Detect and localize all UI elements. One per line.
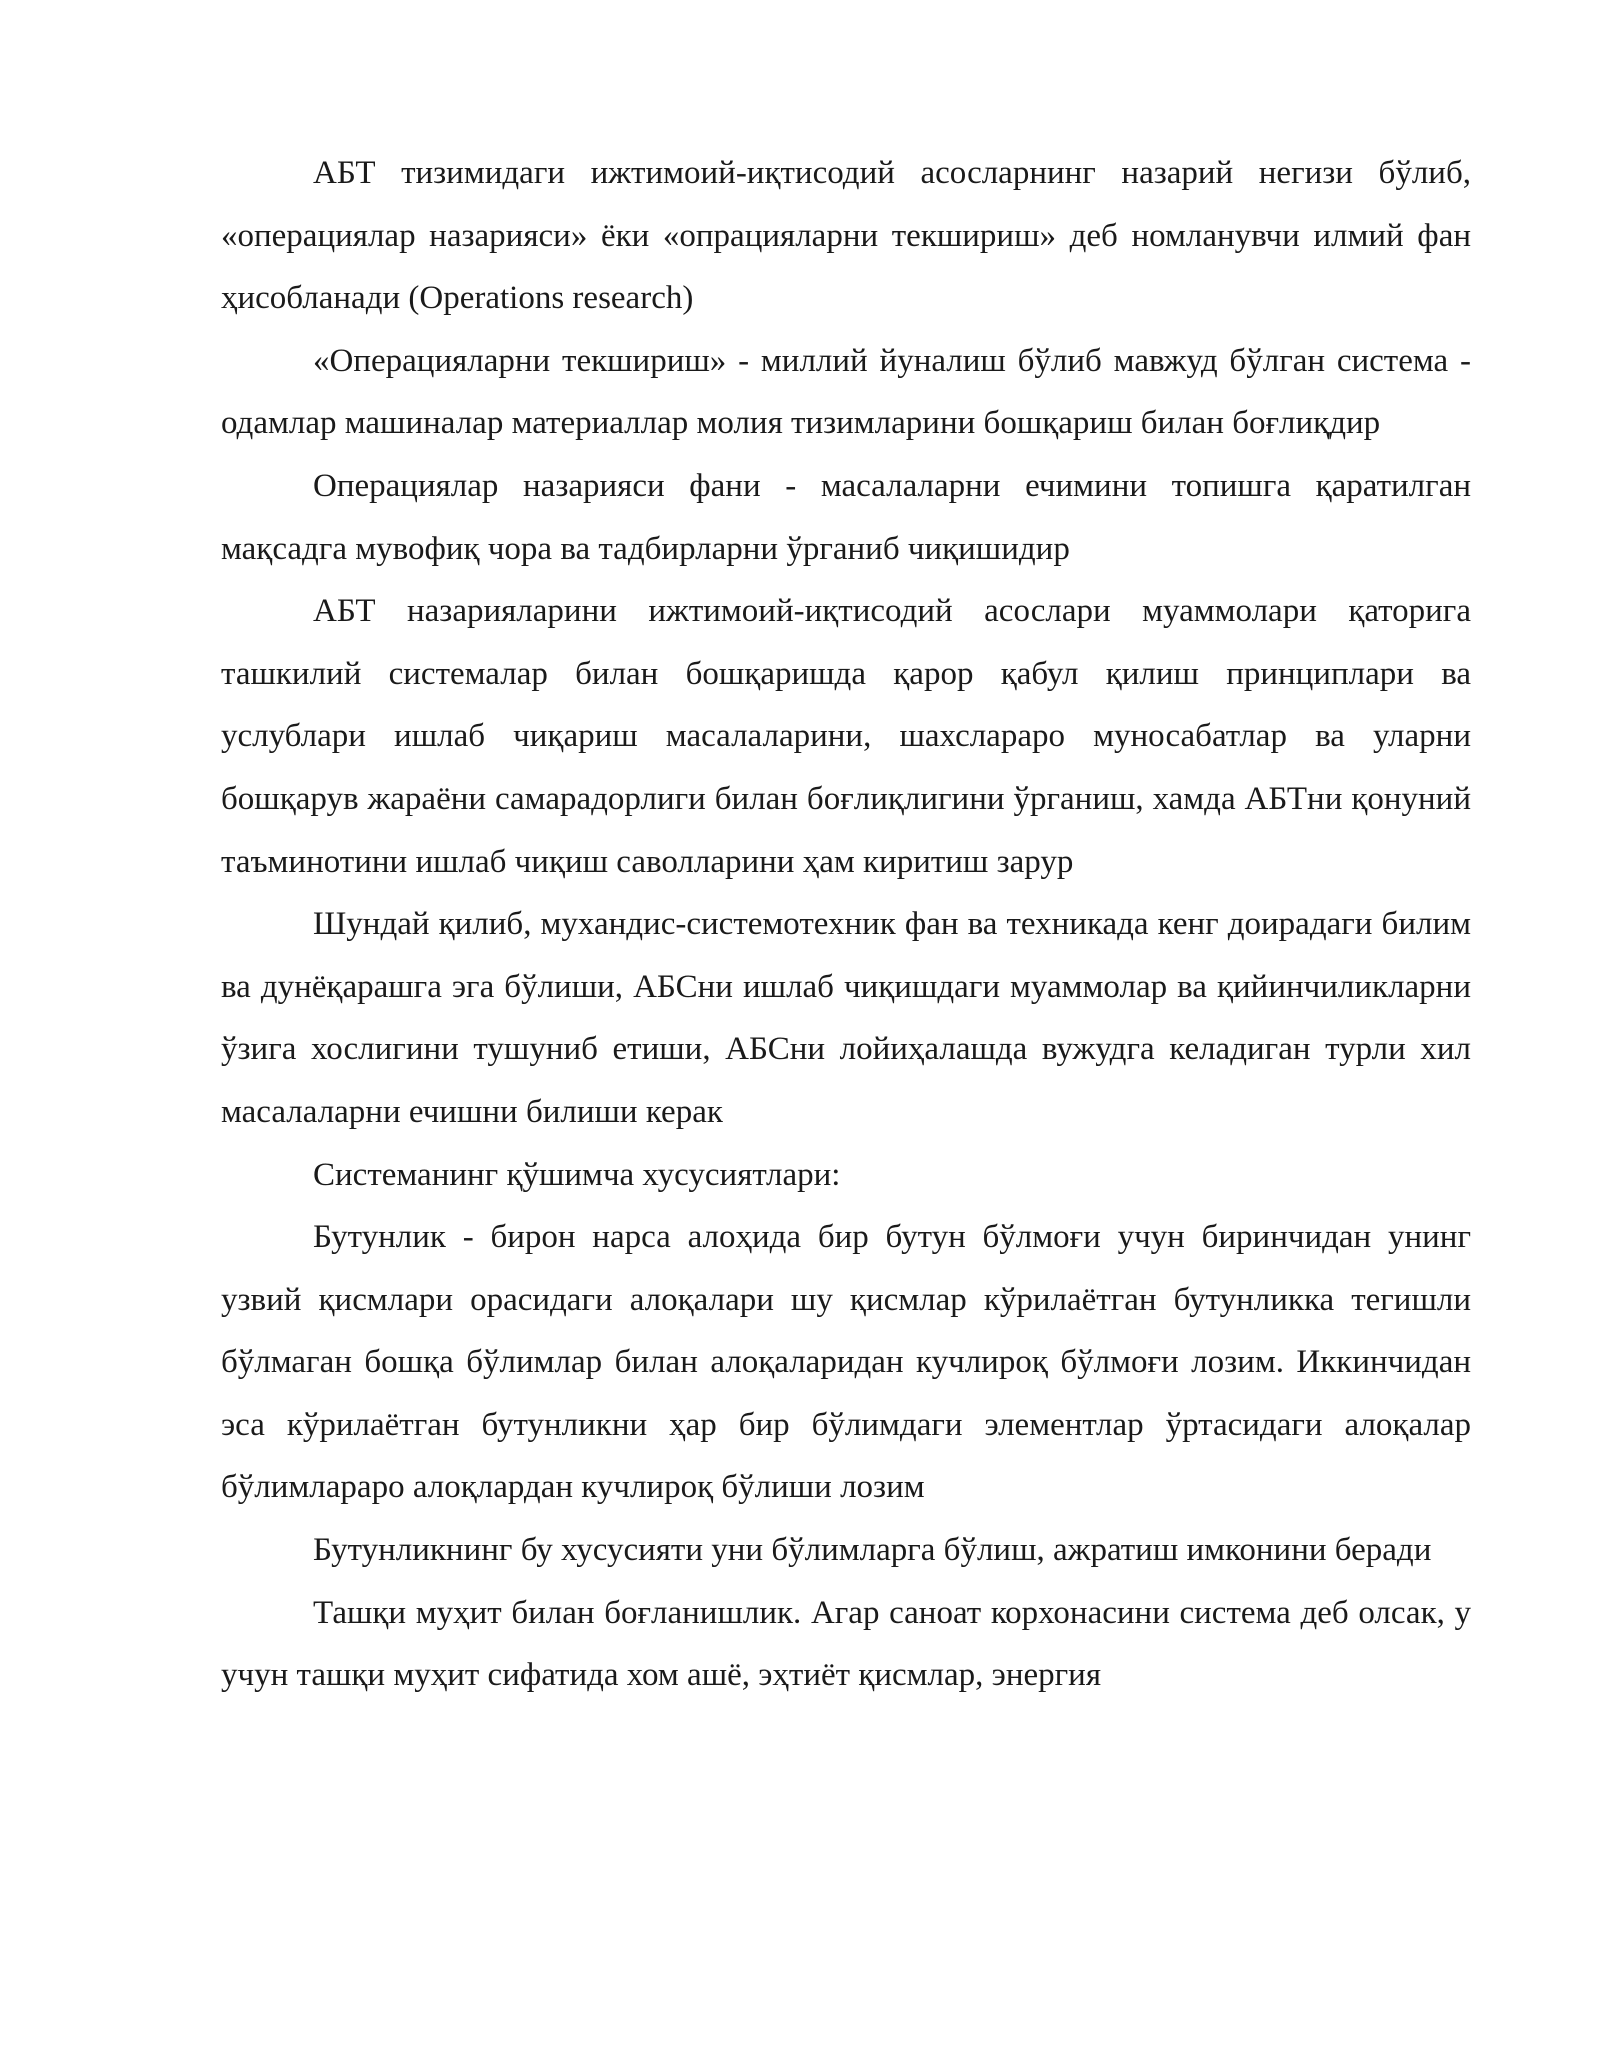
document-body (221, 142, 1471, 1707)
paragraph-8: Бутунликнинг бу хусусияти уни бўлимларга бўлиш, ажратиш имконини беради (313, 1532, 1432, 1569)
paragraph-5: Шундай қилиб, мухандис-системотехник фан ва техникада кенг доирадаги билим ва дунёқарашга эга бўлиши, АБСни ишлаб чиқишдаги муаммолар ва қийинчиликларни ўзига хослигини тушуниб етиши, АБСни лойиҳалашда вужудга келадиган турли хил масалаларни ечишни билиши керак (221, 906, 1471, 1130)
paragraph-3: Операциялар назарияси фани - масалаларни ечимини топишга қаратилган мақсадга мувофиқ чора ва тадбирларни ўрганиб чиқишидир (221, 467, 1471, 567)
paragraph-1: АБТ тизимидаги ижтимоий-иқтисодий асосларнинг назарий негизи бўлиб, «операциялар назарияси» ёки «опрацияларни текшириш» деб номланувчи илмий фан ҳисобланади (Operations research) (221, 155, 1471, 317)
paragraph-9: Ташқи муҳит билан боғланишлик. Агар саноат корхонасини система деб олсак, у учун ташқи муҳит сифатида хом ашё, эҳтиёт қисмлар, энергия (221, 1594, 1471, 1694)
paragraph-4: АБТ назарияларини ижтимоий-иқтисодий асослари муаммолари қаторига ташкилий системалар билан бошқаришда қарор қабул қилиш принциплари ва услублари ишлаб чиқариш масалаларини, шахслараро муносабатлар ва уларни бошқарув жараёни самарадорлиги билан боғлиқлигини ўрганиш, хамда АБТни қонуний таъминотини ишлаб чиқиш саволларини ҳам киритиш зарур (221, 593, 1471, 880)
paragraph-2: «Операцияларни текшириш» - миллий йуналиш бўлиб мавжуд бўлган система - одамлар машиналар материаллар молия тизимларини бошқариш билан боғлиқдир (221, 342, 1471, 442)
paragraph-7: Бутунлик - бирон нарса алоҳида бир бутун бўлмоғи учун биринчидан унинг узвий қисмлари орасидаги алоқалари шу қисмлар кўрилаётган бутунликка тегишли бўлмаган бошқа бўлимлар билан алоқаларидан кучлироқ бўлмоғи лозим. Иккинчидан эса кўрилаётган бутунликни ҳар бир бўлимдаги элементлар ўртасидаги алоқалар бўлимлараро алоқлардан кучлироқ бўлиши лозим (221, 1219, 1471, 1506)
paragraph-6: Системанинг қўшимча хусусиятлари: (313, 1156, 841, 1193)
